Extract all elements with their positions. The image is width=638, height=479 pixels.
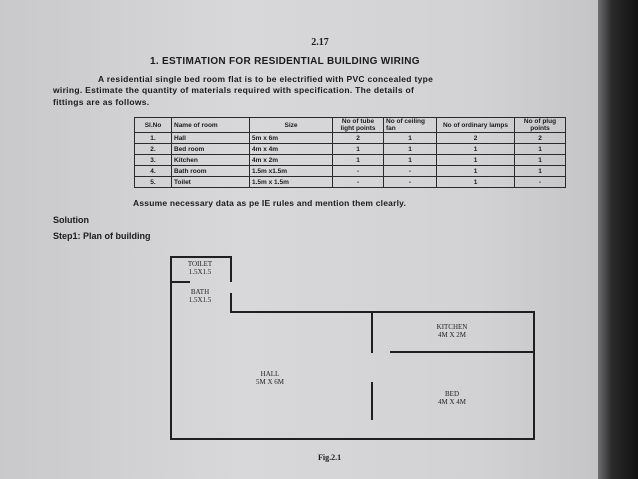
room-toilet (176, 260, 224, 276)
cell-size: 4m x 2m (250, 155, 333, 166)
room-hall-name: HALL (260, 370, 280, 378)
paragraph-line-3: fittings are as follows. (53, 97, 150, 107)
room-bath-name: BATH (190, 288, 210, 296)
cell-room: Toilet (172, 177, 250, 188)
plan-wall-hall-divider-upper (371, 313, 373, 353)
plan-wall-bottom (170, 438, 535, 440)
cell-sl-no: 4. (135, 166, 172, 177)
plan-wall-toilet-bath-divider (170, 281, 190, 283)
table-row (135, 166, 566, 177)
table-header-row (135, 118, 566, 133)
assumption-note: Assume necessary data as pe IE rules and mention them clearly. (133, 198, 407, 208)
paragraph-line-2: wiring. Estimate the quantity of materials required with specification. The details of (53, 85, 415, 95)
plan-wall-kitchen-bed-divider (390, 351, 535, 353)
cell-room: Kitchen (172, 155, 250, 166)
cell-plugs: 1 (515, 166, 566, 177)
header-plug-points: No of plug points (515, 118, 566, 133)
cell-size: 1.5m x1.5m (250, 166, 333, 177)
plan-wall-bath-right (230, 293, 232, 311)
cell-sl-no: 2. (135, 144, 172, 155)
cell-fans: - (384, 177, 437, 188)
room-bed (414, 390, 490, 406)
cell-room: Bed room (172, 144, 250, 155)
plan-wall-right (533, 311, 535, 440)
room-hall-size: 5M X 6M (255, 378, 284, 386)
fittings-table (134, 117, 566, 188)
cell-room: Hall (172, 133, 250, 144)
page-number: 2.17 (311, 37, 329, 48)
header-tube-light-points: No of tube light points (333, 118, 384, 133)
plan-wall-top-right (230, 311, 535, 313)
paragraph-line-1: A residential single bed room flat is to be electrified with PVC concealed type (98, 74, 434, 84)
cell-lamps: 1 (437, 144, 515, 155)
cell-sl-no: 1. (135, 133, 172, 144)
cell-size: 4m x 4m (250, 144, 333, 155)
header-size: Size (250, 118, 333, 133)
cell-size: 1.5m x 1.5m (250, 177, 333, 188)
header-room-name: Name of room (172, 118, 250, 133)
cell-plugs: 1 (515, 155, 566, 166)
plan-wall-toilet-right (230, 256, 232, 282)
room-bath (176, 288, 224, 304)
room-kitchen-name: KITCHEN (436, 323, 468, 331)
cell-lamps: 2 (437, 133, 515, 144)
cell-sl-no: 5. (135, 177, 172, 188)
header-ordinary-lamps: No of ordinary lamps (437, 118, 515, 133)
solution-label: Solution (53, 215, 89, 225)
cell-tube-lights: 1 (333, 155, 384, 166)
room-toilet-size: 1.5X1.5 (188, 268, 212, 276)
cell-tube-lights: 2 (333, 133, 384, 144)
cell-fans: 1 (384, 155, 437, 166)
header-ceiling-fan: No of ceiling fan (384, 118, 437, 133)
section-heading: 1. ESTIMATION FOR RESIDENTIAL BUILDING WIRING (150, 56, 420, 67)
cell-tube-lights: 1 (333, 144, 384, 155)
cell-fans: - (384, 166, 437, 177)
page-edge-shadow (598, 0, 638, 479)
cell-fans: 1 (384, 133, 437, 144)
cell-lamps: 1 (437, 155, 515, 166)
cell-sl-no: 3. (135, 155, 172, 166)
cell-size: 5m x 6m (250, 133, 333, 144)
table-row (135, 144, 566, 155)
cell-lamps: 1 (437, 177, 515, 188)
plan-wall-hall-divider-lower (371, 382, 373, 420)
room-bed-size: 4M X 4M (437, 398, 466, 406)
room-toilet-name: TOILET (187, 260, 213, 268)
step-label: Step1: Plan of building (53, 231, 151, 241)
cell-tube-lights: - (333, 177, 384, 188)
room-bed-name: BED (445, 390, 459, 398)
cell-tube-lights: - (333, 166, 384, 177)
cell-fans: 1 (384, 144, 437, 155)
table-row (135, 155, 566, 166)
room-kitchen (414, 323, 490, 339)
cell-plugs: - (515, 177, 566, 188)
plan-wall-toilet-top (170, 256, 232, 258)
room-hall (228, 370, 312, 386)
plan-wall-left (170, 256, 172, 440)
room-bath-size: 1.5X1.5 (188, 296, 212, 304)
table-row (135, 177, 566, 188)
room-kitchen-size: 4M X 2M (437, 331, 466, 339)
cell-room: Bath room (172, 166, 250, 177)
cell-lamps: 1 (437, 166, 515, 177)
header-sl-no: Sl.No (135, 118, 172, 133)
cell-plugs: 2 (515, 133, 566, 144)
figure-caption: Fig.2.1 (318, 453, 342, 462)
cell-plugs: 1 (515, 144, 566, 155)
table-row (135, 133, 566, 144)
